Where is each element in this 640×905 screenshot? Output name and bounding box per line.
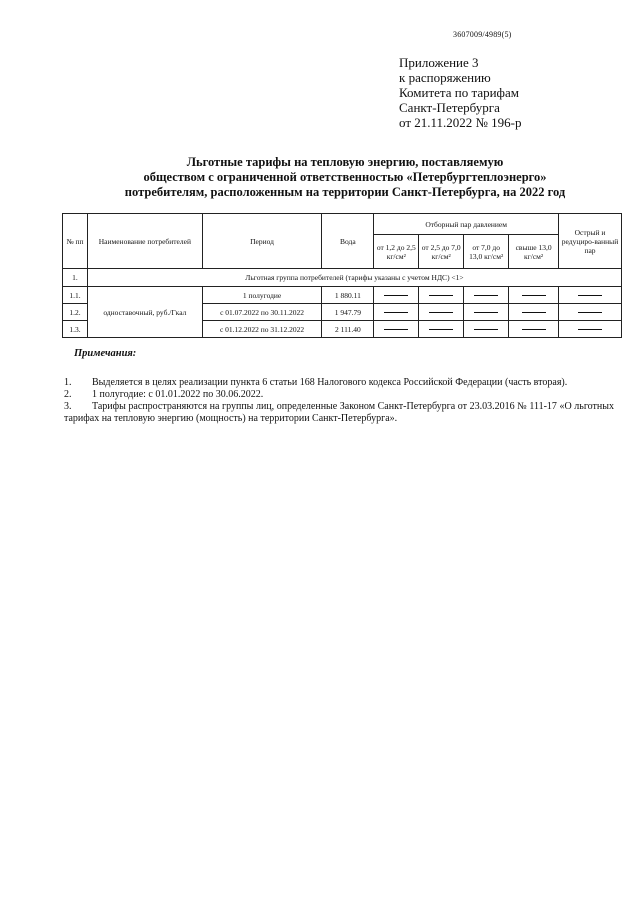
note-text: Тарифы распространяются на группы лиц, определенные Законом Санкт-Петербурга от 23.03.2016 № 111-17 «О льготных тарифах на тепловую энергию (мощность) на территории Санкт-Петербурга». <box>64 401 614 424</box>
annex-line: к распоряжению <box>399 70 491 85</box>
note-number: 1. <box>64 377 72 388</box>
header-steam-col: от 1,2 до 2,5 кг/см² <box>374 235 419 269</box>
empty-cell <box>509 304 559 321</box>
empty-cell <box>374 304 419 321</box>
dash-mark <box>384 329 408 330</box>
dash-mark <box>522 295 546 296</box>
header-steam-col: свыше 13,0 кг/см² <box>509 235 559 269</box>
row-num: 1.3. <box>63 321 88 338</box>
notes-title: Примечания: <box>74 348 137 359</box>
row-period: с 01.07.2022 по 30.11.2022 <box>202 304 322 321</box>
header-num: № пп <box>63 214 88 269</box>
empty-cell <box>419 304 464 321</box>
title-line: потребителям, расположенным на территории Санкт-Петербурга, на 2022 год <box>124 185 566 199</box>
note-text: Выделяется в целях реализации пункта 6 статьи 168 Налогового кодекса Российской Федерации (часть вторая). <box>92 377 568 388</box>
annex-line: Комитета по тарифам <box>399 85 519 100</box>
tariff-table <box>62 213 622 338</box>
empty-cell <box>559 304 622 321</box>
empty-cell <box>509 321 559 338</box>
dash-mark <box>429 312 453 313</box>
header-steam-group: Отборный пар давлением <box>374 214 559 235</box>
dash-mark <box>578 329 602 330</box>
notes-list <box>64 377 614 425</box>
empty-cell <box>374 321 419 338</box>
note-item <box>64 389 614 401</box>
header-steam-col: от 7,0 до 13,0 кг/см² <box>464 235 509 269</box>
note-text: 1 полугодие: с 01.01.2022 по 30.06.2022. <box>92 389 264 400</box>
dash-mark <box>522 312 546 313</box>
dash-mark <box>384 295 408 296</box>
empty-cell <box>509 287 559 304</box>
note-number: 2. <box>64 389 72 400</box>
row-water: 1 947.79 <box>322 304 374 321</box>
note-item <box>64 377 614 389</box>
title-line: обществом с ограниченной ответственностью «Петербургтеплоэнерго» <box>143 170 547 184</box>
document-title <box>90 155 600 200</box>
empty-cell <box>419 287 464 304</box>
header-sharp-steam: Острый и редуциро-ванный пар <box>559 214 622 269</box>
group-row <box>63 269 622 287</box>
note-item: 3. Тарифы распространяются на группы лиц, определенные Законом Санкт-Петербурга от 23.03.2016 № 111-17 «О льготных тарифах на тепловую энергию (мощность) на территории Санкт-Петербурга». <box>64 401 614 424</box>
row-period: с 01.12.2022 по 31.12.2022 <box>202 321 322 338</box>
header-period: Период <box>202 214 322 269</box>
row-num: 1.1. <box>63 287 88 304</box>
consumer-label: одноставочный, руб./Гкал <box>87 287 202 338</box>
annex-line: Санкт-Петербурга <box>399 100 500 115</box>
empty-cell <box>374 287 419 304</box>
empty-cell <box>464 304 509 321</box>
empty-cell <box>464 287 509 304</box>
dash-mark <box>474 329 498 330</box>
row-num: 1.2. <box>63 304 88 321</box>
dash-mark <box>578 312 602 313</box>
group-label: Льготная группа потребителей (тарифы указаны с учетом НДС) <1> <box>87 269 621 287</box>
dash-mark <box>474 312 498 313</box>
header-water: Вода <box>322 214 374 269</box>
annex-block <box>399 55 522 130</box>
group-num: 1. <box>63 269 88 287</box>
empty-cell <box>559 321 622 338</box>
empty-cell <box>464 321 509 338</box>
empty-cell <box>559 287 622 304</box>
dash-mark <box>384 312 408 313</box>
dash-mark <box>522 329 546 330</box>
table-row <box>63 287 622 304</box>
dash-mark <box>578 295 602 296</box>
dash-mark <box>474 295 498 296</box>
annex-line: от 21.11.2022 № 196-р <box>399 115 522 130</box>
dash-mark <box>429 329 453 330</box>
row-water: 2 111.40 <box>322 321 374 338</box>
title-line: Льготные тарифы на тепловую энергию, поставляемую <box>186 155 504 169</box>
dash-mark <box>429 295 453 296</box>
row-period: 1 полугодие <box>202 287 322 304</box>
document-number: 3607009/4989(5) <box>453 30 512 39</box>
row-water: 1 880.11 <box>322 287 374 304</box>
table-header-row <box>63 214 622 235</box>
header-steam-col: от 2,5 до 7,0 кг/см² <box>419 235 464 269</box>
empty-cell <box>419 321 464 338</box>
header-consumer: Наименование потребителей <box>87 214 202 269</box>
annex-line: Приложение 3 <box>399 55 479 70</box>
